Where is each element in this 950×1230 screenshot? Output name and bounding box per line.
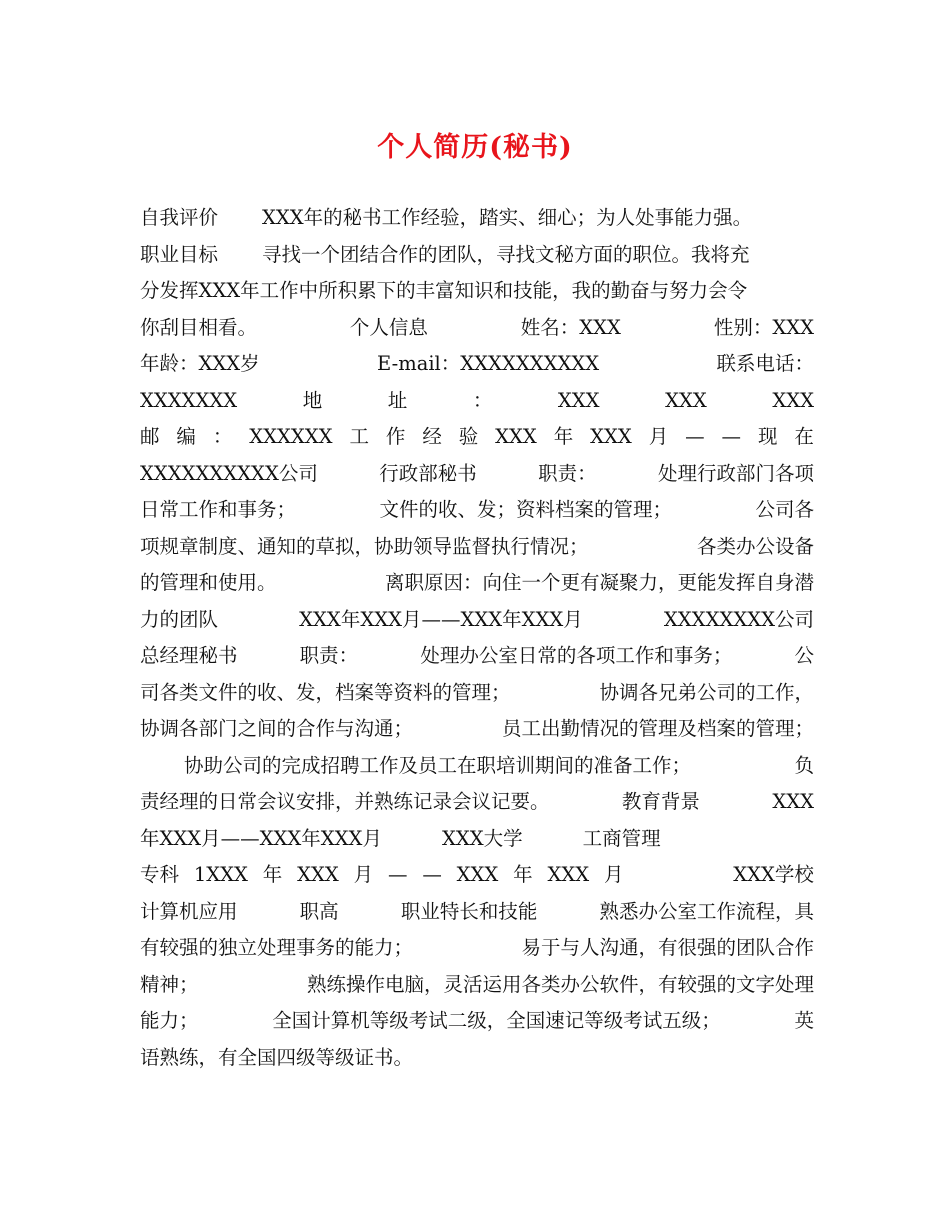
resume-body — [140, 200, 814, 1076]
text-segment: 职业目标 — [140, 242, 219, 266]
text-segment: XXX — [495, 425, 537, 448]
text-segment: XXXXXXXX公司 — [663, 607, 814, 631]
text-segment: 月 — [648, 425, 669, 448]
text-segment: 年 — [513, 863, 533, 886]
text-segment: 责经理的日常会议安排，并熟练记录会议记要。 — [140, 790, 550, 813]
text-segment: 处理行政部门各项 — [657, 461, 814, 485]
text-line — [140, 346, 814, 383]
text-segment: 邮 — [140, 425, 160, 448]
text-segment: 语熟练，有全国四级等级证书。 — [140, 1045, 414, 1069]
text-segment: 日常工作和事务； — [140, 498, 297, 521]
text-line — [140, 857, 814, 894]
text-segment: XXX — [456, 863, 499, 886]
text-segment: 编 — [176, 425, 196, 448]
text-segment: — — [387, 863, 408, 886]
text-segment: XXX — [590, 425, 632, 448]
text-segment: 离职原因：向住一个更有凝聚力，更能发挥自身潜 — [384, 571, 814, 594]
text-line — [140, 894, 814, 931]
text-segment: 全国计算机等级考试二级，全国速记等级考试五级； — [272, 1009, 721, 1032]
text-line — [140, 456, 814, 493]
text-segment: 计算机应用 — [140, 899, 238, 923]
text-segment: 力的团队 — [140, 607, 219, 631]
text-segment: 协调各部门之间的合作与沟通； — [140, 717, 414, 740]
text-segment: 各类办公设备 — [696, 534, 814, 558]
text-segment: 公 — [794, 644, 814, 667]
text-segment: 址 — [387, 388, 408, 412]
text-segment: ： — [212, 425, 233, 448]
text-line — [140, 200, 814, 237]
text-segment: 司各类文件的收、发，档案等资料的管理； — [140, 680, 511, 704]
text-line — [140, 748, 814, 785]
text-segment: XXX年XXX月——XXX年XXX月 — [299, 607, 583, 631]
text-segment: 分发挥XXX年工作中所积累下的丰富知识和技能，我的勤奋与努力会令 — [140, 279, 748, 302]
text-segment: 项规章制度、通知的草拟，协助领导监督执行情况； — [140, 534, 589, 558]
text-line — [140, 967, 814, 1004]
text-segment: 负 — [794, 753, 814, 777]
text-segment: 的管理和使用。 — [140, 571, 277, 594]
text-segment: 有较强的独立处理事务的能力； — [140, 936, 414, 959]
text-line — [140, 602, 814, 639]
text-segment: 熟练操作电脑，灵活运用各类办公软件，有较强的文字处理 — [306, 972, 814, 996]
text-segment: 寻找一个团结合作的团队，寻找文秘方面的职位。我将充 — [262, 242, 750, 266]
text-segment: 文件的收、发；资料档案的管理； — [379, 498, 672, 521]
text-segment: 协调各兄弟公司的工作， — [599, 680, 814, 704]
text-segment: E-mail：XXXXXXXXXX — [377, 352, 600, 375]
text-segment: 工商管理 — [582, 826, 661, 850]
text-segment: 教育背景 — [621, 790, 700, 813]
text-segment: XXXXXXX — [140, 388, 238, 412]
text-line — [140, 273, 814, 310]
text-line — [140, 1040, 814, 1077]
text-segment: XXX — [557, 388, 600, 412]
text-segment: 职责： — [538, 461, 597, 485]
text-segment: 你刮目相看。 — [140, 315, 258, 339]
text-segment: 处理办公室日常的各项工作和事务； — [420, 644, 733, 667]
text-line — [140, 1003, 814, 1040]
text-segment: 作 — [385, 425, 406, 448]
text-segment: 英 — [794, 1009, 814, 1032]
text-line — [140, 821, 814, 858]
text-segment: 能力； — [140, 1009, 199, 1032]
text-segment: 协助公司的完成招聘工作及员工在职培训期间的准备工作； — [184, 753, 692, 777]
text-segment: — — [422, 863, 442, 886]
text-segment: 职高 — [299, 899, 339, 923]
text-segment: XXXXXXXXXX公司 — [140, 461, 318, 485]
text-segment: 专科 — [140, 863, 180, 886]
text-segment: 行政部秘书 — [379, 461, 477, 485]
text-segment: XXX — [547, 863, 590, 886]
text-segment: 年龄：XXX岁 — [140, 352, 260, 375]
text-line — [140, 419, 814, 456]
text-segment: 性别：XXX — [713, 315, 814, 339]
text-segment: XXX — [772, 790, 814, 813]
text-line — [140, 784, 814, 821]
text-line — [140, 237, 814, 274]
page-title: 个人简历(秘书) — [377, 132, 573, 163]
text-segment: 年XXX月——XXX年XXX月 — [140, 826, 382, 850]
text-segment: XXX — [665, 388, 707, 412]
text-segment: 1XXX — [193, 863, 248, 886]
text-segment: 在 — [794, 425, 814, 448]
text-segment: 工 — [349, 425, 369, 448]
text-segment: 地 — [302, 388, 323, 412]
text-segment: 职责： — [299, 644, 359, 667]
text-segment: 联系电话： — [716, 352, 814, 375]
text-segment: 月 — [353, 863, 374, 886]
text-segment: ： — [472, 388, 493, 412]
text-segment: 自我评价 — [140, 206, 219, 229]
text-segment: 姓名：XXX — [520, 315, 621, 339]
text-segment: XXX — [297, 863, 339, 886]
text-segment: 总经理秘书 — [140, 644, 238, 667]
text-segment: XXX年的秘书工作经验，踏实、细心；为人处事能力强。 — [262, 206, 753, 229]
text-segment: 公司各 — [755, 498, 814, 521]
text-segment: XXX — [772, 388, 814, 412]
text-segment: XXXXXX — [249, 425, 333, 448]
text-line — [140, 675, 814, 712]
text-segment: 经 — [422, 425, 442, 448]
text-segment: 现 — [757, 425, 778, 448]
text-line — [140, 565, 814, 602]
text-segment: 职业特长和技能 — [400, 899, 538, 923]
text-segment: 月 — [604, 863, 624, 886]
text-segment: 员工出勤情况的管理及档案的管理； — [501, 717, 814, 740]
text-segment: 易于与人沟通，有很强的团队合作 — [521, 936, 814, 959]
text-line — [140, 529, 814, 566]
text-line — [140, 492, 814, 529]
text-segment: XXX大学 — [441, 826, 523, 850]
text-segment: — — [685, 425, 705, 448]
text-segment: XXX学校 — [733, 863, 814, 886]
text-segment: 个人信息 — [349, 315, 428, 339]
text-segment: 熟悉办公室工作流程，具 — [599, 899, 814, 923]
text-line — [140, 638, 814, 675]
text-segment: — — [721, 425, 742, 448]
text-line — [140, 310, 814, 347]
text-line — [140, 383, 814, 420]
text-segment: 年 — [553, 425, 574, 448]
text-segment: 年 — [262, 863, 283, 886]
text-segment: 精神； — [140, 972, 199, 996]
text-line — [140, 711, 814, 748]
text-line — [140, 930, 814, 967]
text-segment: 验 — [458, 425, 479, 448]
